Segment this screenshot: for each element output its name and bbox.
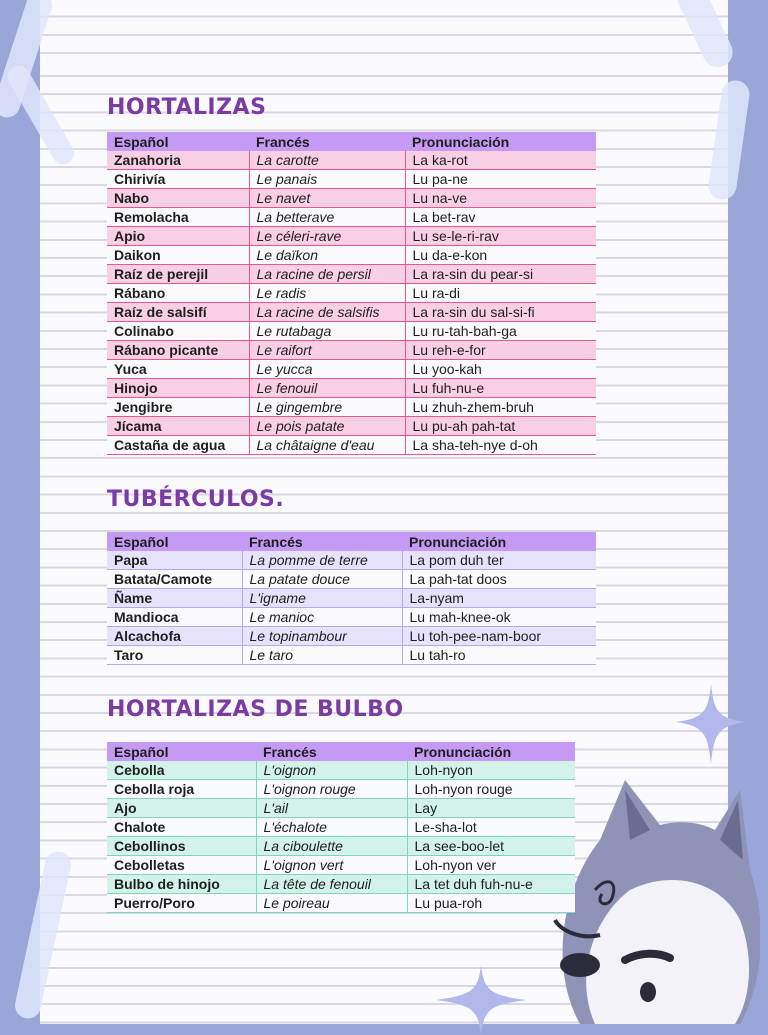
table-row (107, 379, 596, 398)
cell-espanol: Zanahoria (107, 151, 249, 170)
cell-espanol: Apio (107, 227, 249, 246)
cell-espanol: Remolacha (107, 208, 249, 227)
cell-espanol: Nabo (107, 189, 249, 208)
table-row (107, 303, 596, 322)
cell-frances: La pomme de terre (242, 551, 402, 570)
cell-frances: La racine de salsifis (249, 303, 405, 322)
column-header-frances: Francés (256, 742, 407, 761)
cell-pronunciacion: Lu tah-ro (402, 646, 596, 665)
cell-pronunciacion: La bet-rav (405, 208, 596, 227)
cell-espanol: Daikon (107, 246, 249, 265)
cell-espanol: Cebolletas (107, 856, 256, 875)
cell-frances: L'oignon vert (256, 856, 407, 875)
column-header-frances: Francés (249, 132, 405, 151)
cell-frances: Le manioc (242, 608, 402, 627)
table-header-row (107, 132, 596, 151)
cell-pronunciacion: La ka-rot (405, 151, 596, 170)
cell-pronunciacion: Lu da-e-kon (405, 246, 596, 265)
column-header-espanol: Español (107, 532, 242, 551)
cell-pronunciacion: Loh-nyon ver (407, 856, 575, 875)
cell-frances: L'ail (256, 799, 407, 818)
table-row (107, 627, 596, 646)
table-row (107, 818, 575, 837)
table-row (107, 589, 596, 608)
cell-pronunciacion: Le-sha-lot (407, 818, 575, 837)
cell-pronunciacion: La pom duh ter (402, 551, 596, 570)
table-row (107, 646, 596, 665)
table-row (107, 799, 575, 818)
cell-frances: Le taro (242, 646, 402, 665)
cell-espanol: Cebolla (107, 761, 256, 780)
cell-pronunciacion: Lay (407, 799, 575, 818)
cell-pronunciacion: La pah-tat doos (402, 570, 596, 589)
table-body (107, 761, 575, 913)
table-hortalizas (107, 132, 596, 455)
column-header-pronunciacion: Pronunciación (402, 532, 596, 551)
cell-frances: Le pois patate (249, 417, 405, 436)
table-tuberculos (107, 532, 596, 665)
cell-frances: L'oignon (256, 761, 407, 780)
table-row (107, 570, 596, 589)
cell-espanol: Batata/Camote (107, 570, 242, 589)
table-row (107, 189, 596, 208)
cell-espanol: Raíz de salsifí (107, 303, 249, 322)
table-row (107, 436, 596, 455)
cell-frances: L'igname (242, 589, 402, 608)
cell-espanol: Chirivía (107, 170, 249, 189)
column-header-espanol: Español (107, 132, 249, 151)
page-frame-left (0, 0, 40, 1024)
cell-frances: Le radis (249, 284, 405, 303)
table-row (107, 227, 596, 246)
section-title-hortalizas-de-bulbo: HORTALIZAS DE BULBO (107, 697, 404, 722)
cell-espanol: Jícama (107, 417, 249, 436)
cell-frances: Le yucca (249, 360, 405, 379)
cell-frances: Le topinambour (242, 627, 402, 646)
cell-pronunciacion: La tet duh fuh-nu-e (407, 875, 575, 894)
cell-espanol: Taro (107, 646, 242, 665)
cell-pronunciacion: La ra-sin du sal-si-fi (405, 303, 596, 322)
cell-frances: L'oignon rouge (256, 780, 407, 799)
cell-espanol: Yuca (107, 360, 249, 379)
table-body (107, 151, 596, 455)
table-row (107, 322, 596, 341)
cell-espanol: Castaña de agua (107, 436, 249, 455)
cell-espanol: Mandioca (107, 608, 242, 627)
table-row (107, 417, 596, 436)
section-title-tuberculos: TUBÉRCULOS. (107, 487, 285, 512)
cell-frances: Le gingembre (249, 398, 405, 417)
column-header-espanol: Español (107, 742, 256, 761)
cell-espanol: Cebollinos (107, 837, 256, 856)
cell-pronunciacion: Lu ru-tah-bah-ga (405, 322, 596, 341)
table-row (107, 398, 596, 417)
column-header-pronunciacion: Pronunciación (405, 132, 596, 151)
sparkle-star-icon (676, 684, 746, 764)
cell-frances: La carotte (249, 151, 405, 170)
table-row (107, 208, 596, 227)
table-body (107, 551, 596, 665)
cell-frances: Le panais (249, 170, 405, 189)
cell-espanol: Hinojo (107, 379, 249, 398)
cell-espanol: Cebolla roja (107, 780, 256, 799)
table-row (107, 170, 596, 189)
cell-frances: Le navet (249, 189, 405, 208)
cell-pronunciacion: Lu pu-ah pah-tat (405, 417, 596, 436)
cell-pronunciacion: Lu pa-ne (405, 170, 596, 189)
cell-pronunciacion: La see-boo-let (407, 837, 575, 856)
cell-frances: La châtaigne d'eau (249, 436, 405, 455)
cell-frances: Le raifort (249, 341, 405, 360)
cell-pronunciacion: Lu ra-di (405, 284, 596, 303)
cell-pronunciacion: Lu se-le-ri-rav (405, 227, 596, 246)
sparkle-star-icon (436, 965, 526, 1035)
table-row (107, 856, 575, 875)
cell-pronunciacion: Lu fuh-nu-e (405, 379, 596, 398)
cell-pronunciacion: Loh-nyon rouge (407, 780, 575, 799)
cell-frances: La racine de persil (249, 265, 405, 284)
table-row (107, 608, 596, 627)
section-title-hortalizas: HORTALIZAS (107, 95, 267, 120)
cell-frances: Le daïkon (249, 246, 405, 265)
cell-espanol: Jengibre (107, 398, 249, 417)
cell-pronunciacion: Lu yoo-kah (405, 360, 596, 379)
cell-frances: La ciboulette (256, 837, 407, 856)
cell-pronunciacion: Lu pua-roh (407, 894, 575, 913)
table-header-row (107, 532, 596, 551)
table-row (107, 360, 596, 379)
cell-frances: Le fenouil (249, 379, 405, 398)
table-row (107, 875, 575, 894)
table-row (107, 780, 575, 799)
table-header-row (107, 742, 575, 761)
table-row (107, 761, 575, 780)
cell-pronunciacion: Lu reh-e-for (405, 341, 596, 360)
cell-frances: La patate douce (242, 570, 402, 589)
cell-pronunciacion: Lu zhuh-zhem-bruh (405, 398, 596, 417)
cell-frances: La betterave (249, 208, 405, 227)
table-row (107, 894, 575, 913)
cell-pronunciacion: Lu toh-pee-nam-boor (402, 627, 596, 646)
cell-frances: La tête de fenouil (256, 875, 407, 894)
table-row (107, 837, 575, 856)
table-row (107, 284, 596, 303)
cell-pronunciacion: La sha-teh-nye d-oh (405, 436, 596, 455)
cell-pronunciacion: La ra-sin du pear-si (405, 265, 596, 284)
cell-frances: Le poireau (256, 894, 407, 913)
cell-pronunciacion: La-nyam (402, 589, 596, 608)
cell-pronunciacion: Lu na-ve (405, 189, 596, 208)
column-header-pronunciacion: Pronunciación (407, 742, 575, 761)
cell-pronunciacion: Loh-nyon (407, 761, 575, 780)
column-header-frances: Francés (242, 532, 402, 551)
cell-espanol: Rábano picante (107, 341, 249, 360)
cell-frances: L'échalote (256, 818, 407, 837)
cell-espanol: Ñame (107, 589, 242, 608)
table-hortalizas-de-bulbo (107, 742, 575, 913)
cell-espanol: Chalote (107, 818, 256, 837)
cell-espanol: Papa (107, 551, 242, 570)
cell-espanol: Colinabo (107, 322, 249, 341)
cell-espanol: Puerro/Poro (107, 894, 256, 913)
table-row (107, 265, 596, 284)
cell-pronunciacion: Lu mah-knee-ok (402, 608, 596, 627)
cell-espanol: Alcachofa (107, 627, 242, 646)
cell-espanol: Bulbo de hinojo (107, 875, 256, 894)
cell-frances: Le rutabaga (249, 322, 405, 341)
table-row (107, 551, 596, 570)
cell-espanol: Raíz de perejil (107, 265, 249, 284)
table-row (107, 246, 596, 265)
table-row (107, 341, 596, 360)
cell-espanol: Ajo (107, 799, 256, 818)
cell-espanol: Rábano (107, 284, 249, 303)
table-row (107, 151, 596, 170)
cell-frances: Le céleri-rave (249, 227, 405, 246)
